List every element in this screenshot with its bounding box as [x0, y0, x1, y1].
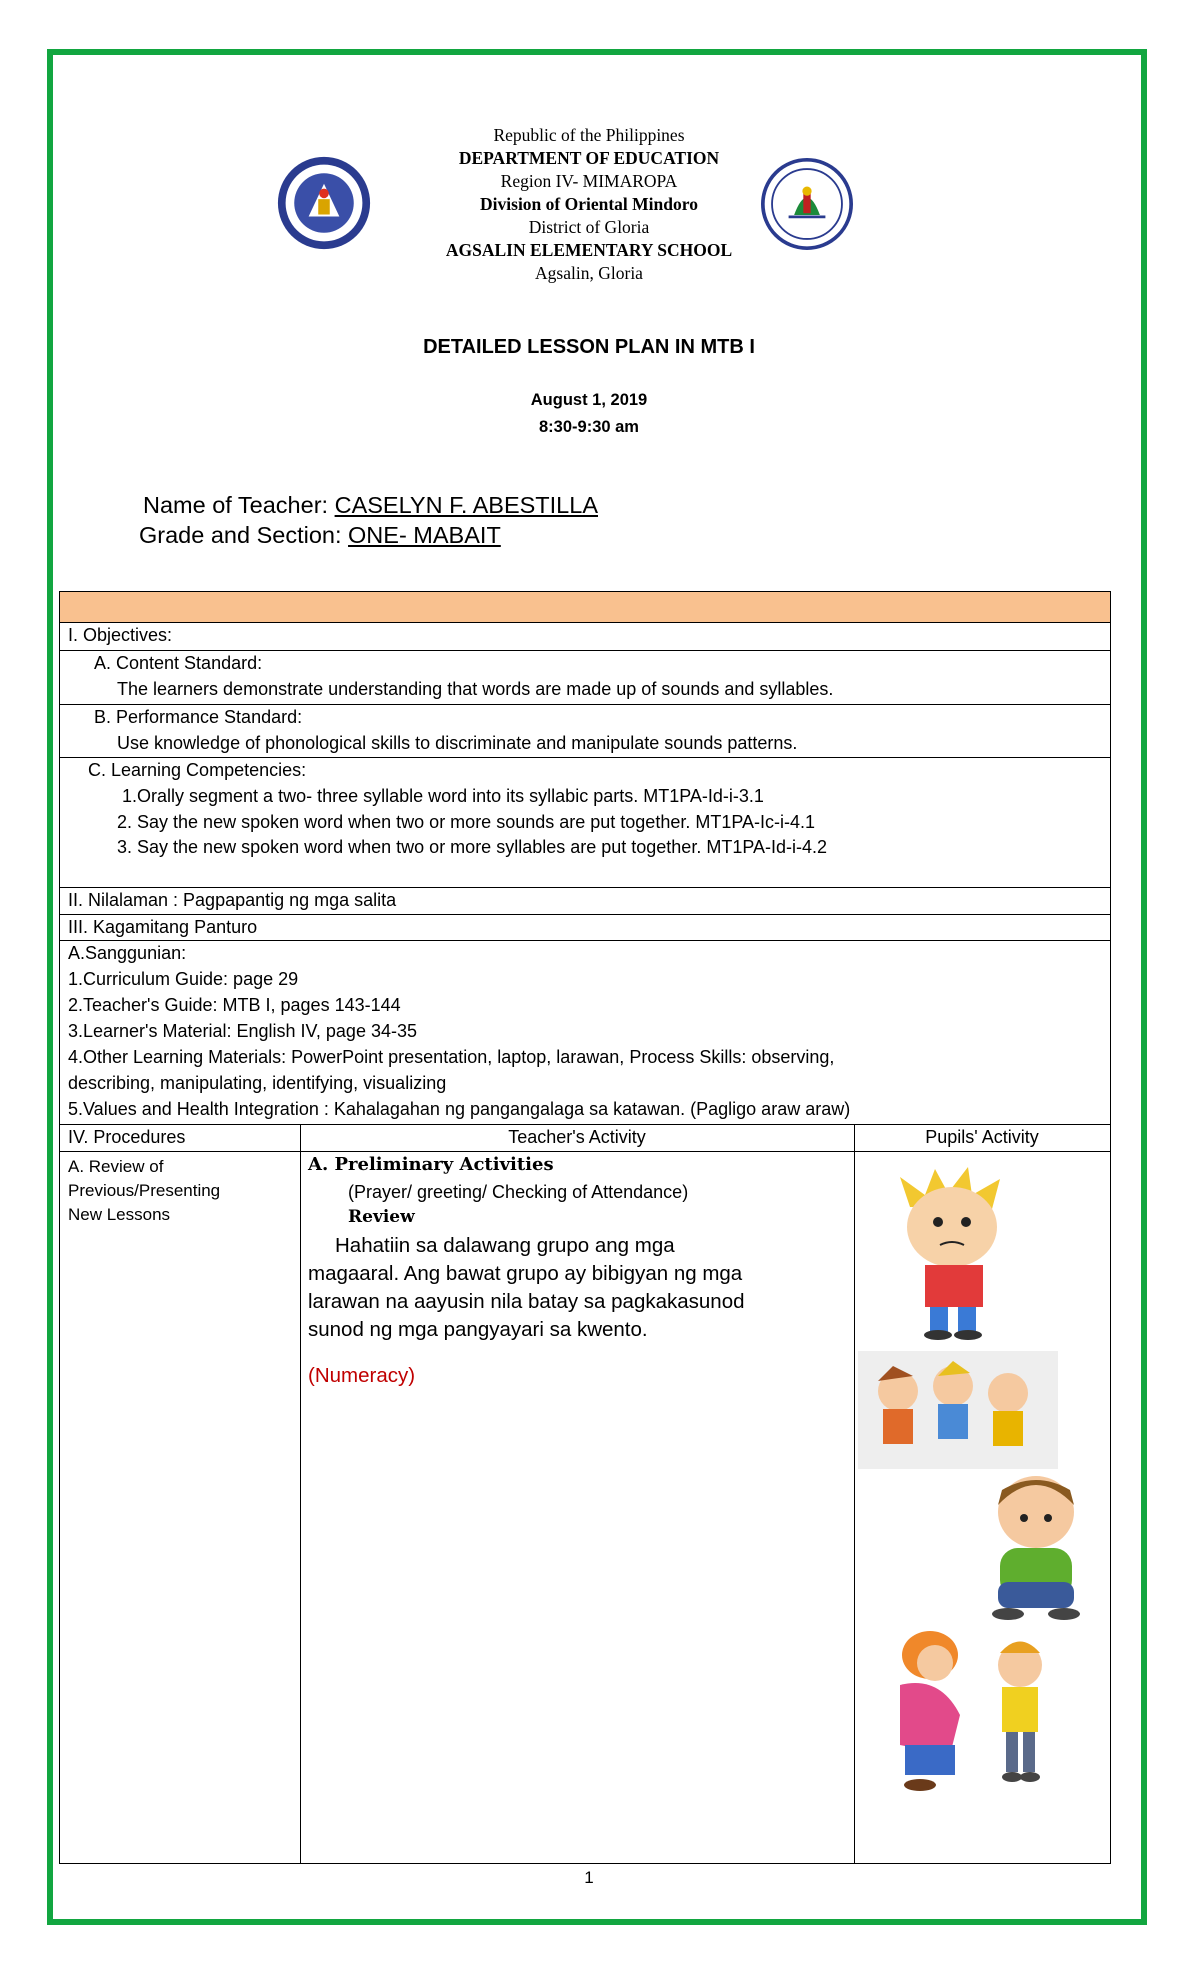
lesson-time: 8:30-9:30 am — [539, 418, 639, 436]
competencies-label: C. Learning Competencies: — [88, 760, 307, 780]
review-heading: Review — [348, 1207, 415, 1227]
competency-item: 2. Say the new spoken word when two or more sounds are put together. MT1PA-Ic-i-4.1 — [117, 812, 816, 832]
review-row-label — [68, 1155, 220, 1227]
page-number: 1 — [584, 1868, 594, 1887]
document-header — [0, 124, 1178, 285]
sad-boy-illustration — [980, 1470, 1092, 1620]
numeracy-tag: (Numeracy) — [308, 1364, 416, 1387]
prayer-line: (Prayer/ greeting/ Checking of Attendance) — [348, 1182, 689, 1202]
sanggunian-item: 5.Values and Health Integration : Kahalagahan ng pangangalaga sa katawan. (Pagligo araw araw) — [68, 1099, 851, 1119]
review-line: Hahatiin sa dalawang grupo ang mga — [335, 1234, 675, 1257]
objectives-heading: I. Objectives: — [68, 625, 173, 645]
performance-standard-label: B. Performance Standard: — [94, 707, 303, 727]
kids-group-illustration — [858, 1351, 1058, 1469]
competency-item: 3. Say the new spoken word when two or more syllables are put together. MT1PA-Id-i-4.2 — [117, 837, 828, 857]
review-line: sunod ng mga pangyayari sa kwento. — [308, 1318, 648, 1341]
content-standard-text: The learners demonstrate understanding that words are made up of sounds and syllables. — [117, 679, 834, 699]
preliminary-activities-heading: A. Preliminary Activities — [308, 1154, 554, 1175]
teacher-name-label: Name of Teacher: — [143, 492, 329, 518]
nilalaman-row: II. Nilalaman : Pagpapantig ng mga salita — [68, 890, 397, 910]
review-line: larawan na aayusin nila batay sa pagkakasunod — [308, 1290, 745, 1313]
sanggunian-item: describing, manipulating, identifying, visualizing — [68, 1073, 447, 1093]
lesson-date: August 1, 2019 — [530, 391, 648, 409]
grade-section-line — [139, 522, 501, 549]
pupils-activity-column-header: Pupils' Activity — [925, 1127, 1039, 1147]
performance-standard-text: Use knowledge of phonological skills to discriminate and manipulate sounds patterns. — [117, 733, 798, 753]
lesson-plan-table — [59, 591, 1111, 1864]
sanggunian-item: 1.Curriculum Guide: page 29 — [68, 969, 299, 989]
sanggunian-item: 3.Learner's Material: English IV, page 34-35 — [68, 1021, 417, 1041]
competency-item: 1.Orally segment a two- three syllable word into its syllabic parts. MT1PA-Id-i-3.1 — [122, 786, 764, 806]
sanggunian-item: 2.Teacher's Guide: MTB I, pages 143-144 — [68, 995, 401, 1015]
grade-section-label: Grade and Section: — [139, 522, 342, 548]
row-label-line: A. Review of — [68, 1157, 164, 1176]
teacher-name-line — [143, 492, 598, 519]
document-title: DETAILED LESSON PLAN IN MTB I — [423, 336, 755, 358]
content-standard-label: A. Content Standard: — [94, 653, 263, 673]
division-line: Division of Oriental Mindoro — [480, 194, 698, 214]
address-line: Agsalin, Gloria — [535, 263, 643, 283]
department-line: DEPARTMENT OF EDUCATION — [458, 148, 720, 168]
republic-line: Republic of the Philippines — [493, 125, 685, 145]
lesson-schedule — [0, 387, 1178, 441]
review-line: magaaral. Ang bawat grupo ay bibigyan ng mga — [308, 1262, 743, 1285]
teacher-activity-column-header: Teacher's Activity — [508, 1127, 646, 1147]
district-line: District of Gloria — [528, 217, 650, 237]
school-line: AGSALIN ELEMENTARY SCHOOL — [445, 240, 733, 260]
region-line: Region IV- MIMAROPA — [500, 171, 678, 191]
procedures-column-header: IV. Procedures — [68, 1127, 186, 1147]
grade-section-value: ONE- MABAIT — [348, 522, 501, 548]
kagamitan-row: III. Kagamitang Panturo — [68, 917, 258, 937]
row-label-line: Previous/Presenting — [68, 1181, 221, 1200]
mother-and-child-illustration — [880, 1625, 1080, 1800]
sanggunian-label: A.Sanggunian: — [68, 943, 187, 963]
row-label-line: New Lessons — [68, 1205, 171, 1224]
table-header-bar — [60, 592, 1110, 622]
thinking-boy-illustration — [880, 1167, 1030, 1342]
sanggunian-item: 4.Other Learning Materials: PowerPoint presentation, laptop, larawan, Process Skills: observing, — [68, 1047, 835, 1067]
teacher-name-value: CASELYN F. ABESTILLA — [334, 492, 598, 518]
